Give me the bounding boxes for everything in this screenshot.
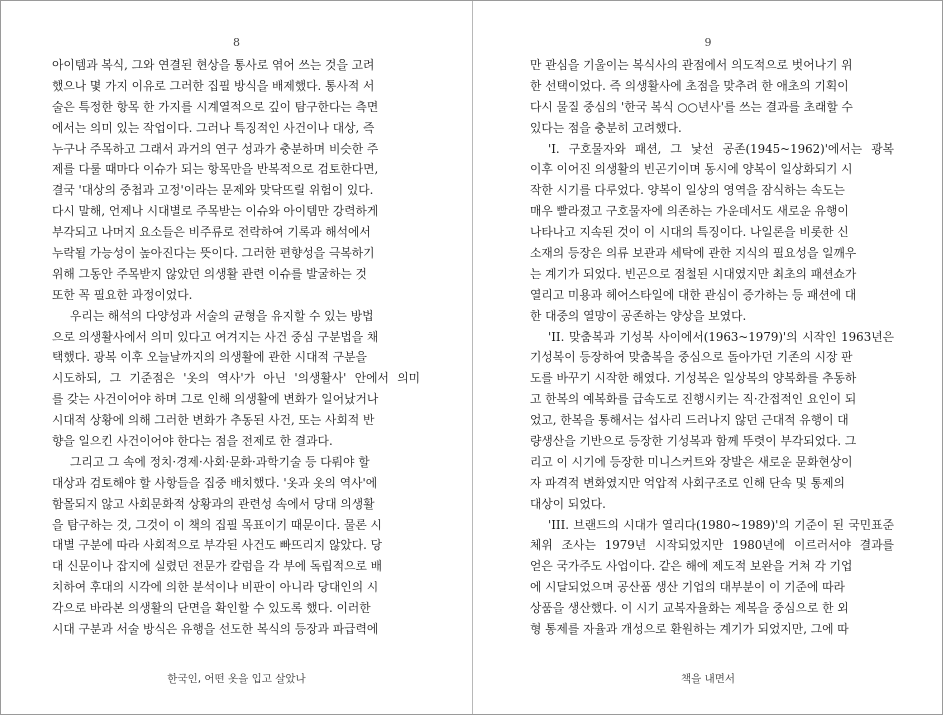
text-line: 을 탐구하는 것, 그것이 이 책의 집필 목표이기 때문이다. 물론 시 [52, 517, 382, 532]
text-line: 있다는 점을 충분히 고려했다. [530, 120, 682, 135]
text-line: 제를 다룰 때마다 이슈가 되는 항목만을 반복적으로 검토한다면, [52, 162, 379, 177]
text-line: 우리는 해석의 다양성과 서술의 균형을 유지할 수 있는 방법 [70, 308, 374, 323]
text-line: 었고, 한복을 통해서는 섭사리 드러나지 않던 근대적 유행이 대 [530, 413, 849, 428]
text-line: 그리고 그 속에 정치·경제·사회·문화·과학기술 등 다뤄야 할 [70, 454, 370, 469]
text-line: 으로 의생활사에서 의미 있다고 여겨지는 사건 중심 구분법을 채 [52, 329, 379, 344]
text-line: 도를 바꾸기 시작한 해였다. 기성복은 일상복의 양복화를 추동하 [530, 371, 857, 386]
text-line: 시대적 상황에 의해 그러한 변화가 추동된 사건, 또는 사회적 반 [52, 413, 375, 428]
text-line: 대 신문이나 잡지에 실렸던 전문가 칼럼을 각 부에 독립적으로 배 [52, 559, 383, 574]
text-line: 술은 특정한 항목 한 가지를 시계열적으로 깊이 탐구한다는 측면 [52, 99, 379, 114]
text-line: 결국 '대상의 중첩과 고정'이라는 문제와 맞닥뜨릴 위험이 있다. [52, 183, 374, 198]
text-line: 치하여 후대의 시각에 의한 분석이나 비판이 아니라 당대인의 시 [52, 580, 379, 595]
right-page [473, 1, 943, 714]
page-number: 9 [704, 36, 712, 49]
text-line: 상품을 생산했다. 이 시기 교복자율화는 제복을 중심으로 한 외 [530, 601, 849, 616]
text-line: 'II. 맞춤복과 기성복 사이에서(1963~1979)'의 시작인 1963년은 [548, 329, 894, 344]
running-footer: 책을 내면서 [680, 673, 736, 685]
text-line: 나타나고 지속된 것이 이 시대의 특징이다. 나일론을 비롯한 신 [530, 225, 849, 240]
running-footer: 한국인, 어떤 옷을 입고 살았나 [167, 673, 306, 685]
text-line: 택했다. 광복 이후 오늘날까지의 의생활에 관한 시대적 구분을 [52, 350, 367, 365]
text-line: 부각되고 나머지 요소들은 비주류로 전락하여 기록과 해석에서 [52, 225, 371, 240]
page-body [52, 55, 420, 640]
text-line: 체위 조사는 1979년 시작되었지만 1980년에 이르러서야 결과를 [530, 538, 894, 553]
text-line: 누구나 주목하고 그래서 과거의 연구 성과가 충분하며 비슷한 주 [52, 141, 379, 156]
text-line: 대상이 되었다. [530, 496, 606, 511]
text-line: 대별 구분에 따라 사회적으로 부각된 사건도 빠뜨리지 않았다. 당 [52, 538, 383, 553]
text-line: 작한 시기를 다루었다. 양복이 일상의 영역을 잠식하는 속도는 [530, 183, 845, 198]
text-line: 열리고 미용과 헤어스타일에 대한 관심이 증가하는 등 패션에 대 [530, 287, 857, 302]
text-line: 했으나 몇 가지 이유로 그러한 집필 방식을 배제했다. 통사적 서 [52, 78, 375, 93]
text-line: 다시 말해, 언제나 시대별로 주목받는 이슈와 아이템만 강력하게 [52, 204, 379, 219]
text-line: 'III. 브랜드의 시대가 열리다(1980~1989)'의 기준이 된 국민표준 [548, 517, 894, 532]
text-line: 량생산을 기반으로 등장한 기성복과 함께 뚜렷이 부각되었다. 그 [530, 434, 857, 449]
text-line: 시대 구분과 서술 방식은 유행을 선도한 복식의 등장과 파급력에 [52, 622, 379, 637]
text-line: 자 파격적 변화였지만 억압적 사회구조로 인해 단속 및 통제의 [530, 475, 845, 490]
text-line: 누락될 가능성이 높아진다는 뜻이다. 그러한 편향성을 극복하기 [52, 246, 375, 261]
text-line: 향을 일으킨 사건이어야 한다는 점을 전제로 한 결과다. [52, 434, 333, 449]
text-line: 에서는 의미 있는 작업이다. 그러나 특징적인 사건이나 대상, 즉 [52, 120, 375, 135]
text-line: 얻은 국가주도 사업이다. 같은 해에 제도적 보완을 거쳐 각 기업 [530, 559, 853, 574]
text-line: 만 관심을 기울이는 복식사의 관점에서 의도적으로 벗어나기 위 [530, 58, 853, 72]
text-line: 소재의 등장은 의류 보관과 세탁에 관한 지식의 필요성을 일깨우 [530, 246, 857, 261]
text-line: 기성복이 등장하여 맞춤복을 중심으로 돌아가던 기존의 시장 판 [530, 350, 853, 365]
left-page [1, 1, 472, 714]
text-line: 'I. 구호물자와 패션, 그 낯선 공존(1945~1962)'에서는 광복 [548, 141, 894, 156]
text-line: 고 한복의 예복화를 급속도로 진행시키는 직·간접적인 요인이 되 [530, 392, 857, 407]
text-line: 위해 그동안 주목받지 않았던 의생활 관련 이슈를 발굴하는 것 [52, 266, 367, 281]
text-line: 각으로 바라본 의생활의 단면을 확인할 수 있도록 했다. 이러한 [52, 601, 371, 616]
text-line: 에 시달되었으며 공산품 생산 기업의 대부분이 이 기준에 따라 [530, 580, 845, 595]
text-line: 아이템과 복식, 그와 연결된 현상을 통사로 엮어 쓰는 것을 고려 [52, 58, 375, 72]
page-body [530, 55, 894, 640]
text-line: 한 선택이었다. 즉 의생활사에 초점을 맞추려 한 애초의 기획이 [530, 78, 849, 93]
text-line: 대상과 검토해야 할 사항들을 집중 배치했다. '옷과 옷의 역사'에 [52, 475, 378, 490]
text-line: 함몰되지 않고 사회문화적 상황과의 관련성 속에서 당대 의생활 [52, 496, 375, 511]
text-line: 를 갖는 사건이어야 하며 그로 인해 의생활에 변화가 일어났거나 [52, 392, 379, 407]
page-number: 8 [233, 36, 240, 49]
text-line: 매우 빨라졌고 구호물자에 의존하는 가운데서도 새로운 유행이 [530, 204, 849, 219]
text-line: 이후 이어진 의생활의 빈곤기이며 동시에 양복이 일상화되기 시 [530, 162, 853, 177]
text-line: 형 통제를 자율과 개성으로 환원하는 계기가 되었지만, 그에 따 [530, 622, 849, 637]
text-line: 시도하되, 그 기준점은 '옷의 역사'가 아닌 '의생활사' 안에서 의미 [52, 371, 420, 386]
text-line: 는 계기가 되었다. 빈곤으로 점철된 시대였지만 최초의 패션쇼가 [530, 266, 857, 281]
text-line: 또한 꼭 필요한 과정이었다. [52, 287, 193, 302]
text-line: 다시 물질 중심의 '한국 복식 ○○년사'를 쓰는 결과를 초래할 수 [530, 99, 853, 114]
text-line: 한 대중의 열망이 공존하는 양상을 보였다. [530, 308, 747, 323]
text-line: 리고 이 시기에 등장한 미니스커트와 장발은 새로운 문화현상이 [530, 454, 853, 469]
